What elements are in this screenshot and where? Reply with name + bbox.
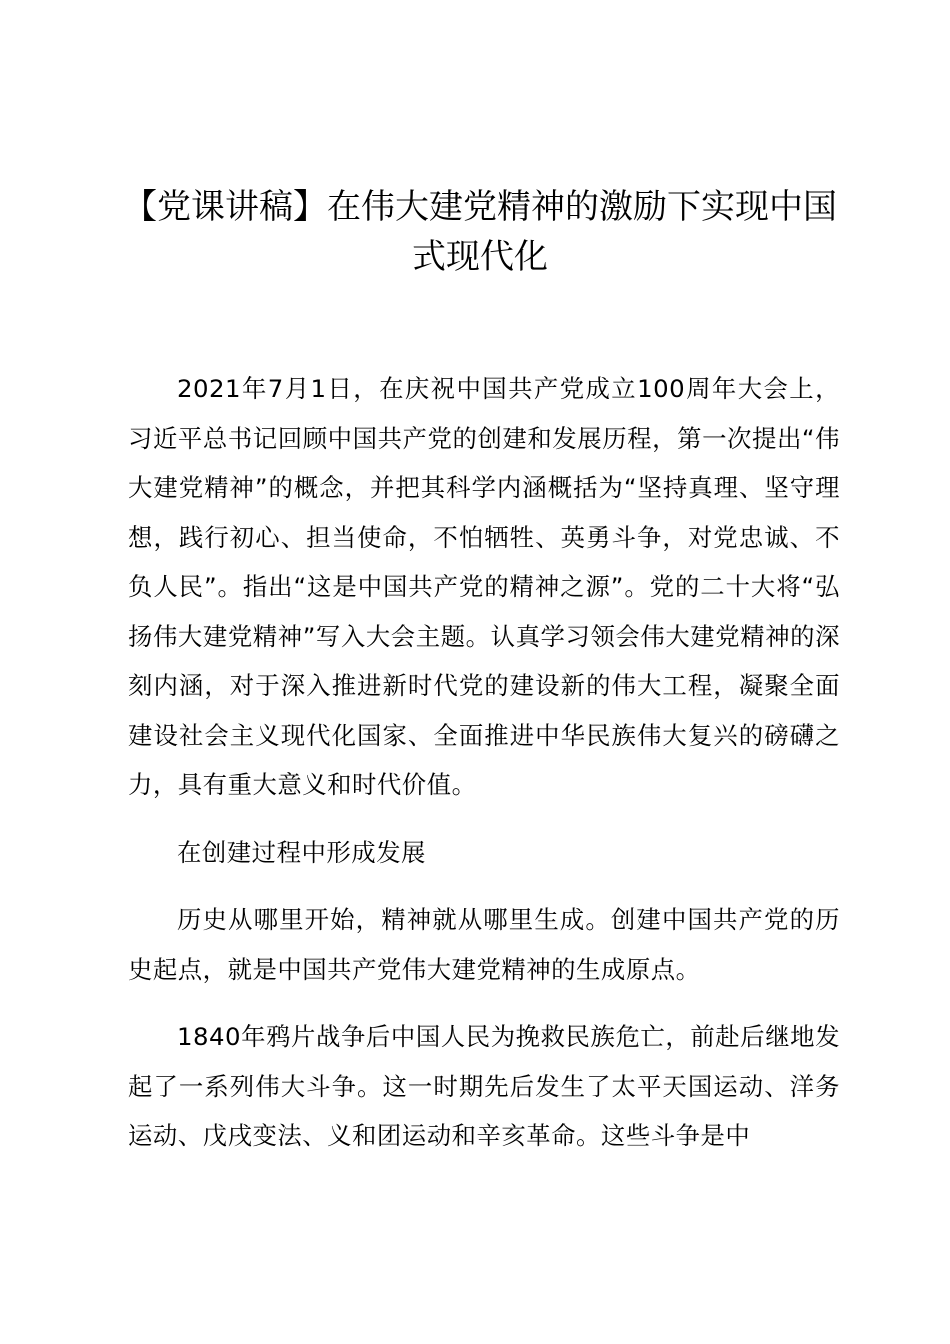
- section-heading: 在创建过程中形成发展: [177, 837, 426, 867]
- paragraph-origin: 历史从哪里开始，精神就从哪里生成。创建中国共产党的历史起点，就是中国共产党伟大建党精神的生成原点。: [128, 905, 840, 984]
- document-title: 【党课讲稿】在伟大建党精神的激励下实现中国式现代化: [123, 187, 837, 277]
- paragraph-history: 1840年鸦片战争后中国人民为挽救民族危亡，前赴后继地发起了一系列伟大斗争。这一时期先后发生了太平天国运动、洋务运动、戊戌变法、义和团运动和辛亥革命。这些斗争是中: [128, 1022, 840, 1150]
- document-body: [128, 364, 840, 1179]
- paragraph-intro: 2021年7月1日，在庆祝中国共产党成立100周年大会上，习近平总书记回顾中国共产党的创建和发展历程，第一次提出“伟大建党精神”的概念，并把其科学内涵概括为“坚持真理、坚守理想，践行初心、担当使命，不怕牺牲、英勇斗争，对党忠诚、不负人民”。指出“这是中国共产党的精神之源”。党的二十大将“弘扬伟大建党精神”写入大会主题。认真学习领会伟大建党精神的深刻内涵，对于深入推进新时代党的建设新的伟大工程，凝聚全面建设社会主义现代化国家、全面推进中华民族伟大复兴的磅礴之力，具有重大意义和时代价值。: [128, 374, 840, 799]
